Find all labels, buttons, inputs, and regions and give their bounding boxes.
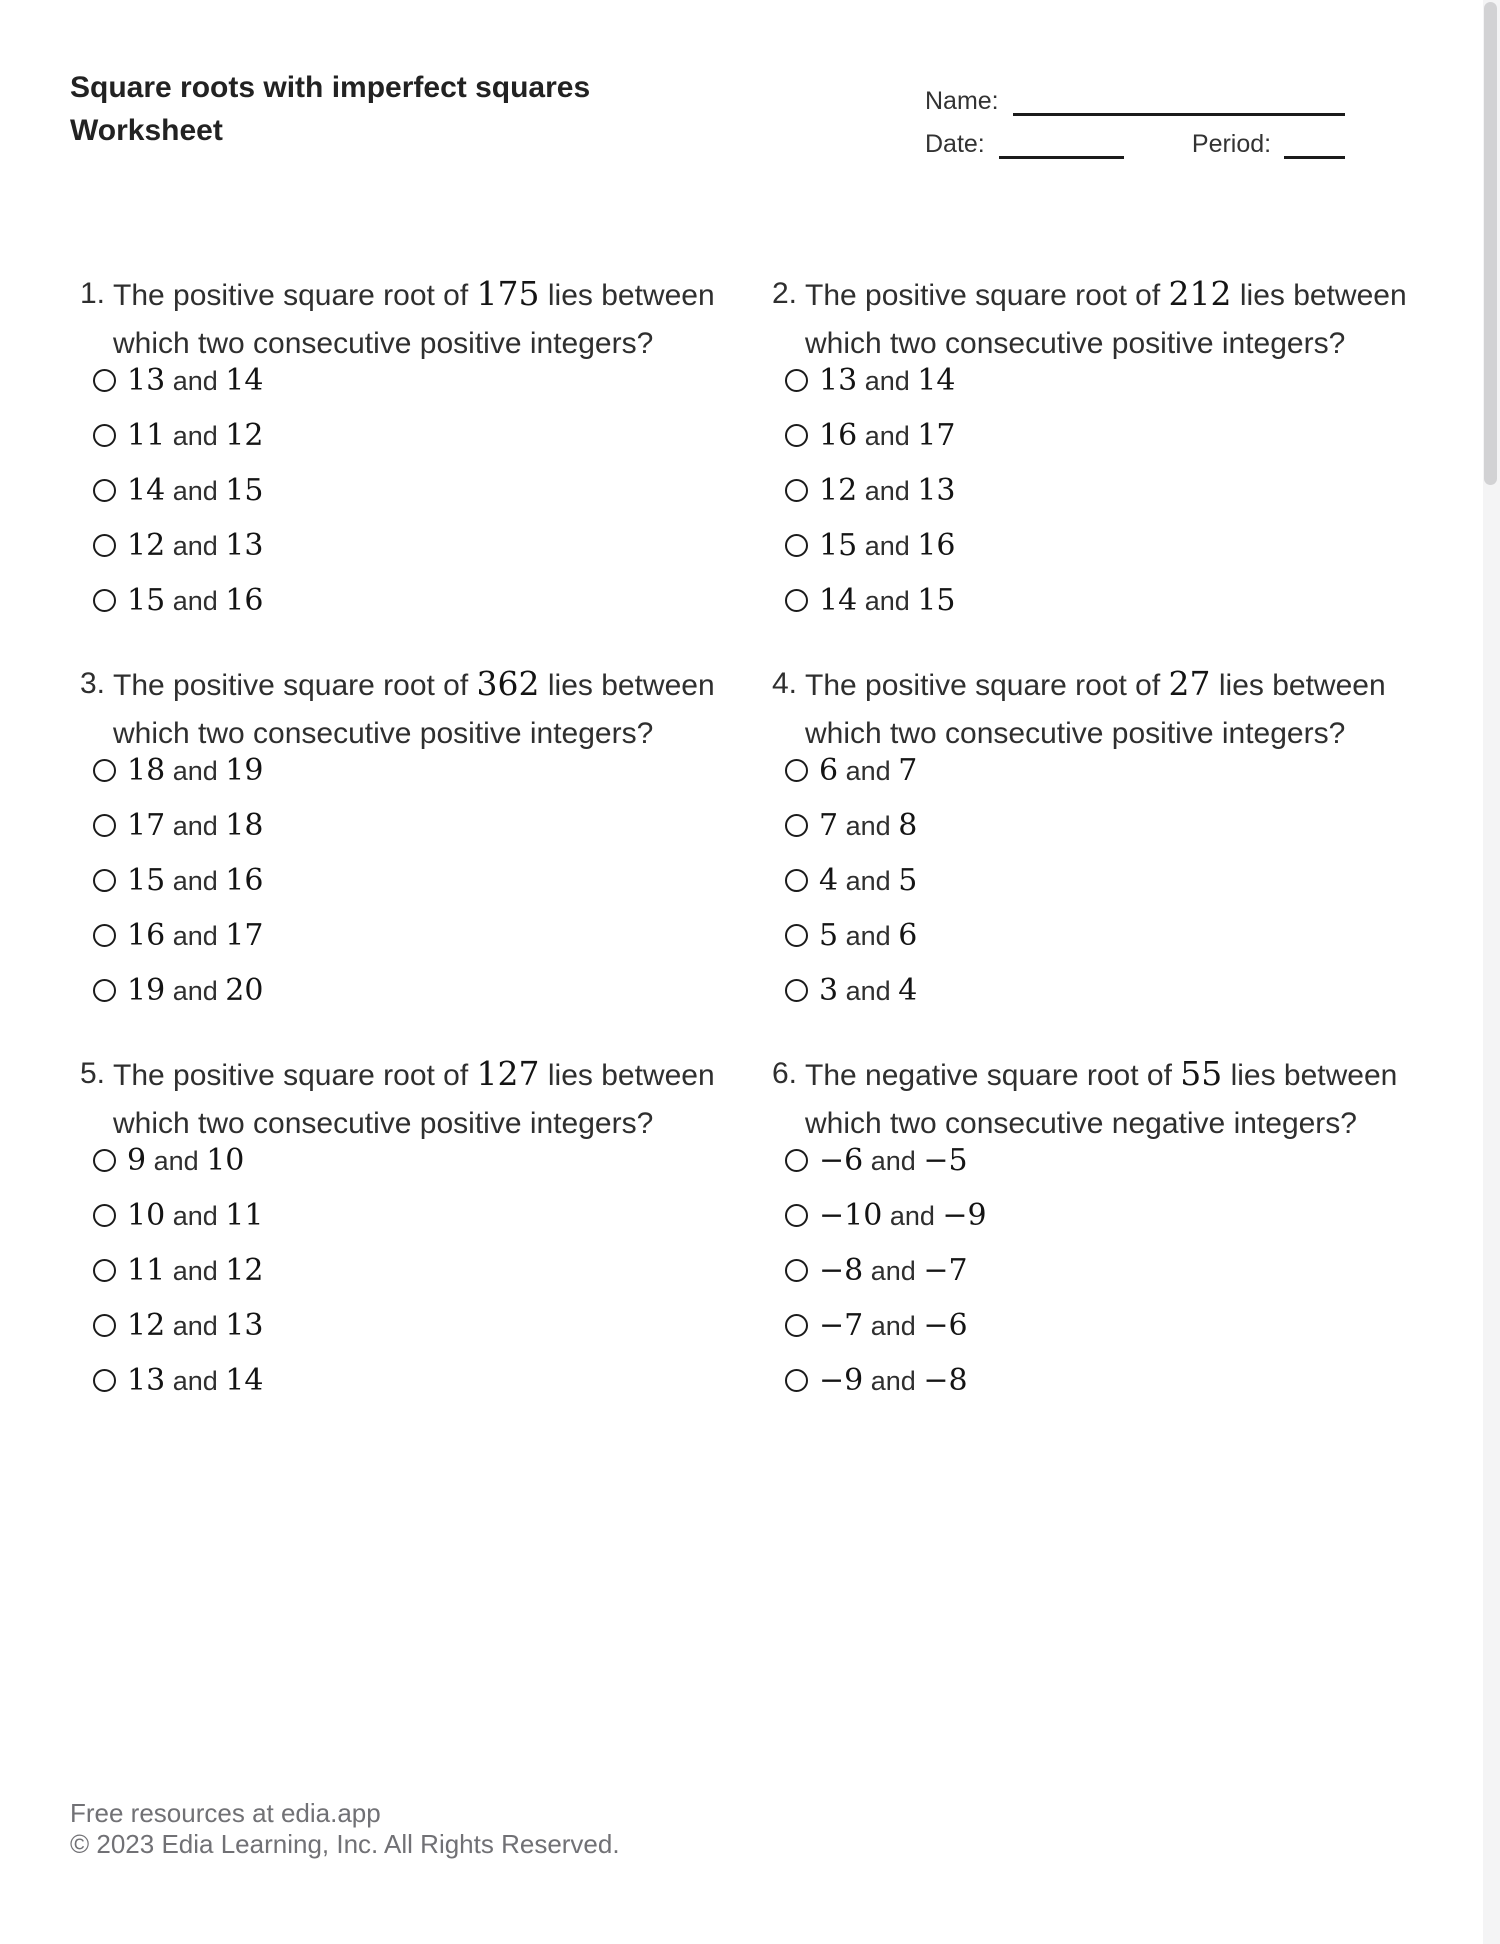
- question-prefix: The positive square root of: [805, 669, 1169, 702]
- option-conjunction: and: [172, 421, 218, 451]
- question-3-options: [80, 743, 740, 1018]
- option-value-a: 16: [127, 918, 166, 953]
- option-row[interactable]: [772, 573, 1432, 628]
- option-conjunction: and: [845, 756, 891, 786]
- radio-button[interactable]: [785, 814, 808, 837]
- option-conjunction: and: [864, 586, 910, 616]
- option-conjunction: and: [172, 366, 218, 396]
- question-line1: [805, 660, 1386, 710]
- question-2-text: [772, 270, 1432, 368]
- option-value-a: 14: [819, 583, 858, 618]
- option-value-b: 18: [225, 808, 264, 843]
- option-value-b: 8: [898, 808, 918, 843]
- option-label: [127, 918, 263, 953]
- option-label: [819, 363, 955, 398]
- question-suffix: lies between: [1210, 669, 1386, 702]
- question-prefix: The negative square root of: [805, 1059, 1181, 1092]
- option-value-a: 13: [127, 363, 166, 398]
- question-line2: which two consecutive positive integers?: [805, 327, 1346, 360]
- option-conjunction: and: [864, 366, 910, 396]
- radio-button[interactable]: [785, 534, 808, 557]
- question-line1: [805, 1050, 1397, 1100]
- option-label: [819, 473, 955, 508]
- option-value-a: −9: [819, 1363, 864, 1398]
- name-blank-line[interactable]: [1013, 92, 1345, 116]
- radio-button[interactable]: [785, 1204, 808, 1227]
- question-3-text: [80, 660, 740, 758]
- footer-copyright-line: © 2023 Edia Learning, Inc. All Rights Reserved.: [70, 1829, 620, 1859]
- option-label: [127, 363, 263, 398]
- radio-button[interactable]: [785, 869, 808, 892]
- question-line1: [113, 1050, 715, 1100]
- question-6: [772, 1050, 1432, 1408]
- option-label: [819, 1143, 968, 1178]
- option-row[interactable]: [80, 798, 740, 853]
- question-prefix: The positive square root of: [113, 279, 477, 312]
- name-row: [925, 88, 1345, 116]
- option-value-b: 10: [206, 1143, 245, 1178]
- option-row[interactable]: [772, 1188, 1432, 1243]
- question-line2: which two consecutive positive integers?: [805, 717, 1346, 750]
- option-label: [819, 753, 917, 788]
- question-suffix: lies between: [539, 279, 715, 312]
- question-suffix: lies between: [1222, 1059, 1398, 1092]
- option-label: [127, 808, 263, 843]
- option-conjunction: and: [870, 1146, 916, 1176]
- question-number: 6.: [772, 1057, 798, 1090]
- radio-button[interactable]: [785, 924, 808, 947]
- option-row[interactable]: [80, 573, 740, 628]
- page-footer: [70, 1798, 620, 1860]
- option-row[interactable]: [80, 1298, 740, 1353]
- option-value-b: −6: [923, 1308, 968, 1343]
- option-value-a: 5: [819, 918, 839, 953]
- radio-button[interactable]: [93, 1204, 116, 1227]
- option-value-b: −9: [942, 1198, 987, 1233]
- option-label: [127, 1363, 263, 1398]
- option-conjunction: and: [172, 976, 218, 1006]
- option-value-a: 3: [819, 973, 839, 1008]
- option-label: [127, 1198, 263, 1233]
- radio-button[interactable]: [93, 369, 116, 392]
- question-5: [80, 1050, 740, 1408]
- option-row[interactable]: [772, 1298, 1432, 1353]
- radio-button[interactable]: [93, 979, 116, 1002]
- option-label: [127, 1253, 263, 1288]
- option-conjunction: and: [845, 866, 891, 896]
- option-value-b: 11: [225, 1198, 264, 1233]
- option-label: [819, 973, 917, 1008]
- option-value-b: 4: [898, 973, 918, 1008]
- option-value-b: 15: [917, 583, 956, 618]
- option-conjunction: and: [172, 756, 218, 786]
- option-label: [127, 753, 263, 788]
- radio-button[interactable]: [93, 589, 116, 612]
- option-value-b: 13: [917, 473, 956, 508]
- question-prefix: The positive square root of: [113, 1059, 477, 1092]
- option-conjunction: and: [889, 1201, 935, 1231]
- option-value-b: 13: [225, 528, 264, 563]
- option-row[interactable]: [772, 1353, 1432, 1408]
- radio-button[interactable]: [785, 1149, 808, 1172]
- question-number: 5.: [80, 1057, 106, 1090]
- page-title-line1: Square roots with imperfect squares: [70, 71, 591, 104]
- question-number: 4.: [772, 667, 798, 700]
- period-label: Period:: [1191, 130, 1272, 158]
- question-number: 2.: [772, 277, 798, 310]
- option-row[interactable]: [80, 463, 740, 518]
- question-row-1: [0, 270, 1500, 660]
- option-value-b: 13: [225, 1308, 264, 1343]
- option-value-a: −10: [819, 1198, 883, 1233]
- option-value-b: 5: [898, 863, 918, 898]
- option-row[interactable]: [80, 908, 740, 963]
- option-value-b: 17: [225, 918, 264, 953]
- option-conjunction: and: [172, 811, 218, 841]
- date-blank-line[interactable]: [999, 135, 1124, 159]
- page-title: [70, 66, 590, 152]
- radio-button[interactable]: [785, 479, 808, 502]
- option-conjunction: and: [172, 1311, 218, 1341]
- option-label: [127, 473, 263, 508]
- question-suffix: lies between: [539, 1059, 715, 1092]
- option-conjunction: and: [870, 1366, 916, 1396]
- option-row[interactable]: [772, 853, 1432, 908]
- option-row[interactable]: [772, 963, 1432, 1018]
- option-value-a: 9: [127, 1143, 147, 1178]
- option-conjunction: and: [172, 921, 218, 951]
- radio-button[interactable]: [93, 1369, 116, 1392]
- option-value-a: 11: [127, 418, 166, 453]
- option-value-a: 11: [127, 1253, 166, 1288]
- option-row[interactable]: [80, 408, 740, 463]
- option-value-b: 20: [225, 973, 264, 1008]
- option-value-b: 17: [917, 418, 956, 453]
- option-value-a: −6: [819, 1143, 864, 1178]
- radio-button[interactable]: [785, 1259, 808, 1282]
- question-suffix: lies between: [539, 669, 715, 702]
- period-blank-line[interactable]: [1284, 135, 1345, 159]
- option-value-b: −8: [923, 1363, 968, 1398]
- question-4-options: [772, 743, 1432, 1018]
- option-value-b: 15: [225, 473, 264, 508]
- option-label: [819, 863, 917, 898]
- option-value-b: 6: [898, 918, 918, 953]
- option-conjunction: and: [870, 1311, 916, 1341]
- option-row[interactable]: [772, 1243, 1432, 1298]
- radio-button[interactable]: [785, 979, 808, 1002]
- question-5-text: [80, 1050, 740, 1148]
- option-row[interactable]: [80, 1188, 740, 1243]
- question-prefix: The positive square root of: [113, 669, 477, 702]
- option-value-a: 6: [819, 753, 839, 788]
- radio-button[interactable]: [93, 534, 116, 557]
- option-label: [819, 1198, 987, 1233]
- option-value-b: −7: [923, 1253, 968, 1288]
- question-6-options: [772, 1133, 1432, 1408]
- question-value: 362: [476, 664, 540, 703]
- question-body: [805, 660, 1386, 758]
- question-2: [772, 270, 1432, 628]
- question-number: 3.: [80, 667, 106, 700]
- radio-button[interactable]: [785, 589, 808, 612]
- option-label: [819, 583, 955, 618]
- radio-button[interactable]: [93, 1314, 116, 1337]
- question-line2: which two consecutive negative integers?: [805, 1107, 1357, 1140]
- option-conjunction: and: [845, 921, 891, 951]
- question-value: 175: [476, 274, 540, 313]
- option-conjunction: and: [864, 531, 910, 561]
- option-value-b: 16: [225, 863, 264, 898]
- option-row[interactable]: [772, 908, 1432, 963]
- question-value: 127: [476, 1054, 540, 1093]
- question-number: 1.: [80, 277, 106, 310]
- radio-button[interactable]: [785, 1314, 808, 1337]
- radio-button[interactable]: [785, 424, 808, 447]
- option-value-a: −7: [819, 1308, 864, 1343]
- option-row[interactable]: [80, 1353, 740, 1408]
- option-conjunction: and: [172, 1201, 218, 1231]
- option-value-b: 7: [898, 753, 918, 788]
- footer-resources-line: Free resources at edia.app: [70, 1798, 381, 1828]
- option-label: [127, 973, 263, 1008]
- option-conjunction: and: [172, 1366, 218, 1396]
- option-conjunction: and: [172, 476, 218, 506]
- option-value-a: 12: [127, 528, 166, 563]
- option-value-b: 19: [225, 753, 264, 788]
- option-conjunction: and: [172, 586, 218, 616]
- option-row[interactable]: [772, 798, 1432, 853]
- option-value-a: 15: [127, 863, 166, 898]
- option-value-b: 12: [225, 418, 264, 453]
- option-conjunction: and: [845, 976, 891, 1006]
- option-value-a: 12: [127, 1308, 166, 1343]
- option-conjunction: and: [153, 1146, 199, 1176]
- date-label: Date:: [925, 130, 985, 158]
- date-period-row: [925, 131, 1345, 159]
- question-4: [772, 660, 1432, 1018]
- option-label: [819, 1363, 968, 1398]
- option-value-a: 19: [127, 973, 166, 1008]
- radio-button[interactable]: [93, 1259, 116, 1282]
- option-value-a: 13: [819, 363, 858, 398]
- option-value-b: 12: [225, 1253, 264, 1288]
- option-value-b: 16: [917, 528, 956, 563]
- option-row[interactable]: [772, 518, 1432, 573]
- question-body: [113, 1050, 715, 1148]
- option-conjunction: and: [845, 811, 891, 841]
- scrollbar-track[interactable]: [1483, 0, 1500, 1944]
- option-label: [127, 863, 263, 898]
- question-value: 27: [1168, 664, 1211, 703]
- option-value-a: 12: [819, 473, 858, 508]
- question-body: [805, 1050, 1397, 1148]
- option-label: [819, 808, 917, 843]
- option-value-a: 17: [127, 808, 166, 843]
- question-line1: [805, 270, 1407, 320]
- question-body: [113, 660, 715, 758]
- option-label: [819, 918, 917, 953]
- option-conjunction: and: [172, 866, 218, 896]
- question-line2: which two consecutive positive integers?: [113, 327, 654, 360]
- question-5-options: [80, 1133, 740, 1408]
- option-value-b: 14: [225, 1363, 264, 1398]
- option-value-a: 15: [819, 528, 858, 563]
- radio-button[interactable]: [93, 924, 116, 947]
- option-value-b: 14: [225, 363, 264, 398]
- option-label: [819, 418, 955, 453]
- question-6-text: [772, 1050, 1432, 1148]
- question-value: 55: [1180, 1054, 1223, 1093]
- option-conjunction: and: [172, 531, 218, 561]
- radio-button[interactable]: [93, 424, 116, 447]
- option-conjunction: and: [172, 1256, 218, 1286]
- option-row[interactable]: [772, 408, 1432, 463]
- option-value-a: 14: [127, 473, 166, 508]
- option-row[interactable]: [80, 963, 740, 1018]
- option-value-a: 16: [819, 418, 858, 453]
- question-line1: [113, 660, 715, 710]
- option-label: [127, 418, 263, 453]
- question-line2: which two consecutive positive integers?: [113, 717, 654, 750]
- option-conjunction: and: [870, 1256, 916, 1286]
- question-prefix: The positive square root of: [805, 279, 1169, 312]
- question-value: 212: [1168, 274, 1232, 313]
- option-label: [127, 528, 263, 563]
- scrollbar-thumb[interactable]: [1484, 2, 1497, 485]
- option-value-a: 4: [819, 863, 839, 898]
- option-value-b: 16: [225, 583, 264, 618]
- radio-button[interactable]: [93, 814, 116, 837]
- option-label: [127, 1308, 263, 1343]
- option-conjunction: and: [864, 421, 910, 451]
- option-conjunction: and: [864, 476, 910, 506]
- page-title-line2: Worksheet: [70, 114, 223, 147]
- question-1-options: [80, 353, 740, 628]
- option-row[interactable]: [772, 463, 1432, 518]
- option-value-a: 7: [819, 808, 839, 843]
- option-value-a: 10: [127, 1198, 166, 1233]
- question-3: [80, 660, 740, 1018]
- radio-button[interactable]: [93, 759, 116, 782]
- question-1-text: [80, 270, 740, 368]
- option-label: [127, 583, 263, 618]
- question-line1: [113, 270, 715, 320]
- question-line2: which two consecutive positive integers?: [113, 1107, 654, 1140]
- student-info-form: [925, 88, 1345, 159]
- radio-button[interactable]: [785, 759, 808, 782]
- radio-button[interactable]: [93, 1149, 116, 1172]
- radio-button[interactable]: [785, 369, 808, 392]
- radio-button[interactable]: [785, 1369, 808, 1392]
- option-row[interactable]: [80, 518, 740, 573]
- option-row[interactable]: [80, 853, 740, 908]
- radio-button[interactable]: [93, 479, 116, 502]
- option-value-a: −8: [819, 1253, 864, 1288]
- option-label: [819, 1253, 968, 1288]
- question-body: [113, 270, 715, 368]
- question-row-3: [0, 1050, 1500, 1440]
- option-row[interactable]: [80, 1243, 740, 1298]
- question-row-2: [0, 660, 1500, 1050]
- question-suffix: lies between: [1231, 279, 1407, 312]
- option-label: [819, 528, 955, 563]
- option-label: [127, 1143, 244, 1178]
- question-body: [805, 270, 1407, 368]
- question-4-text: [772, 660, 1432, 758]
- question-2-options: [772, 353, 1432, 628]
- option-value-a: 13: [127, 1363, 166, 1398]
- radio-button[interactable]: [93, 869, 116, 892]
- option-value-a: 18: [127, 753, 166, 788]
- option-value-a: 15: [127, 583, 166, 618]
- option-value-b: 14: [917, 363, 956, 398]
- option-label: [819, 1308, 968, 1343]
- question-1: [80, 270, 740, 628]
- name-label: Name:: [925, 87, 999, 115]
- option-value-b: −5: [923, 1143, 968, 1178]
